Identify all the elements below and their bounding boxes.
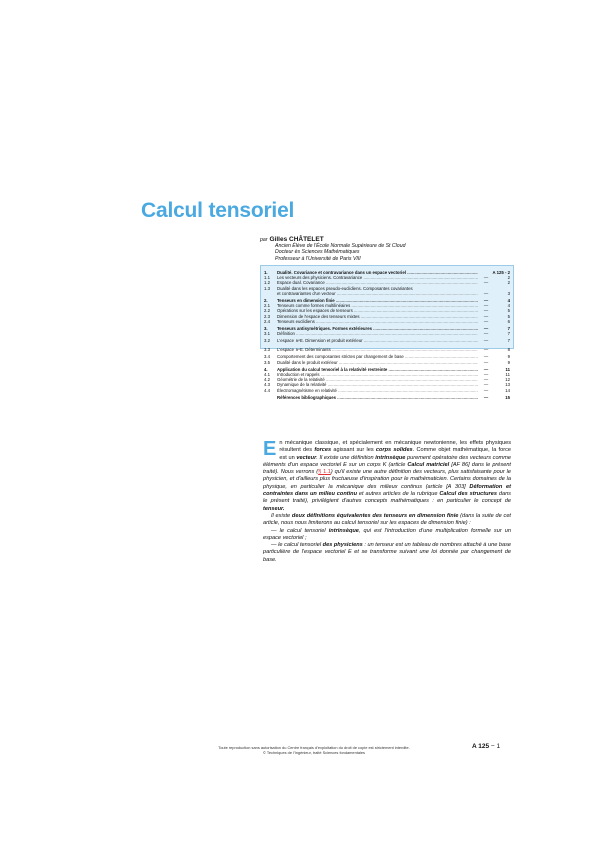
toc-entry[interactable] [264, 291, 510, 296]
toc-number: 1.3 [264, 285, 270, 291]
toc-label: Les vecteurs des physiciens. Contravariance ..... [277, 275, 478, 280]
toc-label: Tenseurs en dimension finie ..... [277, 298, 478, 303]
toc-page: 11 [505, 372, 510, 378]
table-of-contents [260, 265, 514, 400]
toc-page: 7 [507, 331, 510, 337]
toc-dash: — [483, 338, 489, 344]
toc-dash: — [483, 303, 489, 309]
toc-dash: — [483, 290, 489, 296]
toc-number: 2.2 [264, 308, 270, 314]
toc-label: Géométrie de la relativité ..... [277, 377, 478, 382]
drop-cap: E [263, 438, 277, 460]
toc-page: 5 [507, 313, 510, 319]
toc-page: 13 [505, 382, 510, 388]
toc-dash: — [483, 359, 489, 365]
toc-page: 7 [507, 338, 510, 344]
body-text: En mécanique classique, et spécialement en mécanique newtonienne, les effets physiques résultent des forces agissant sur les corps solides. Comme objet mathématique, la force est un vecteur. Il existe une définition intrinsèque purement opératoire des vecteurs comme éléments d'un espace vectoriel E sur un corps K (article Calcul matriciel [AF 86] dans le présent traité). Nous verrons (§ 1.1) qu'il existe une autre définition des vecteurs, plus satisfaisante pour le physicien, et d'ailleurs plus fructueuse d'inspiration pour le mathématicien. Certains domaines de la physique, en particulier la mécanique des milieux continus (article [A 303] Déformation et contraintes dans un milieu continu et autres articles de la rubrique Calcul des structures dans le présent traité), privilégient d'autres concepts mathématiques : en particulier le concept de tenseur. Il existe deux définitions équivalentes des tenseurs en dimension finie (dans la suite de cet article, nous nous limiterons au calcul tensoriel sur les espaces de dimension finie) : — le calcul tensoriel intrinsèque, qui est l'introduction d'une multiplication formelle sur un espace vectoriel ; — le calcul tensoriel des physiciens : un tenseur est un tableau de nombres attaché à une base particulière de l'espace vectoriel E et se transforme suivant une loi donnée par changement de base. [263, 438, 512, 563]
toc-number: 3. [264, 326, 268, 332]
toc-label: Espace dual. Covariance ..... [277, 280, 478, 285]
toc-label: Définition ..... [277, 331, 478, 336]
toc-label: Comportement des composantes strictes par changement de base ..... [277, 354, 478, 359]
toc-page: 12 [505, 377, 510, 383]
toc-dash: — [483, 366, 489, 372]
toc-label: Tenseurs comme formes multilinéaires ..... [277, 303, 478, 308]
toc-dash: — [483, 387, 489, 393]
toc-label: Dualité. Covariance et contravariance dans un espace vectoriel ..... [277, 270, 478, 275]
toc-number: 4.2 [264, 377, 270, 383]
toc-label: Application du calcul tensoriel à la relativité restreinte ..... [277, 367, 478, 372]
toc-dash: — [483, 372, 489, 378]
article-title: Calcul tensoriel [141, 199, 295, 222]
toc-dash: — [483, 275, 489, 281]
toc-number: 3.4 [264, 354, 270, 360]
author-block [260, 237, 405, 262]
toc-page: 15 [505, 394, 510, 400]
toc-label: Électromagnétisme en relativité ..... [277, 388, 478, 393]
toc-dash: — [483, 308, 489, 314]
author-affiliation: Docteur ès Sciences Mathématiques [275, 249, 360, 256]
toc-dash: — [483, 347, 489, 353]
author-name: Gilles CHÂTELET [269, 236, 324, 243]
toc-number: 2.4 [264, 318, 270, 324]
toc-label: et contravariantes d'un vecteur ..... [277, 291, 478, 296]
toc-page: 14 [505, 387, 510, 393]
toc-number: 3.2 [264, 338, 270, 344]
toc-dash: — [483, 382, 489, 388]
toc-dash: — [483, 377, 489, 383]
toc-label: Dynamique de la relativité ..... [277, 382, 478, 387]
toc-page: A 125 - 2 [492, 270, 510, 275]
toc-page: 2 [507, 275, 510, 281]
toc-number: 4.4 [264, 387, 270, 393]
toc-entry[interactable] [264, 395, 510, 400]
toc-label: L'espace ∧ⁿE. Déterminants ..... [277, 345, 478, 354]
toc-number: 4. [264, 366, 268, 372]
toc-number: 1.1 [264, 275, 270, 281]
toc-page: 11 [505, 366, 510, 372]
toc-page: 6 [507, 318, 510, 324]
toc-number: 1.2 [264, 280, 270, 286]
toc-page: 3 [507, 290, 510, 296]
toc-number: 2.1 [264, 303, 270, 309]
toc-dash: — [483, 331, 489, 337]
toc-dash: — [483, 298, 489, 304]
toc-entry[interactable] [264, 345, 510, 354]
toc-entry[interactable] [264, 388, 510, 393]
toc-page: 8 [507, 347, 510, 353]
author-par: par [260, 237, 268, 243]
toc-number: 4.1 [264, 372, 270, 378]
copyright-line: Toute reproduction sans autorisation du Centre français d'exploitation du droit de copie est strictement interdite. [218, 745, 410, 750]
page-reference: A 125 − 1 [472, 743, 501, 750]
toc-dash: — [483, 280, 489, 286]
toc-page: 4 [507, 303, 510, 309]
toc-number: 3.3 [264, 347, 270, 353]
toc-page: 2 [507, 280, 510, 286]
toc-number: 3.1 [264, 331, 270, 337]
toc-dash: — [483, 318, 489, 324]
toc-label: Références bibliographiques ..... [277, 395, 478, 400]
toc-label: L'espace ∧ᵖE. Dimension et produit extérieur ..... [277, 336, 478, 345]
toc-page: 9 [507, 354, 510, 360]
toc-label: Dimension de l'espace des tenseurs mixtes ..... [277, 314, 478, 319]
section-link[interactable]: § 1.1 [318, 469, 331, 476]
toc-page: 9 [507, 359, 510, 365]
toc-label: Introduction et rappels ..... [277, 372, 478, 377]
toc-number: 1. [264, 270, 268, 275]
toc-page: 5 [507, 308, 510, 314]
toc-number: 4.3 [264, 382, 270, 388]
toc-number: 2. [264, 298, 268, 304]
toc-entry[interactable] [264, 336, 510, 345]
author-affiliation: Professeur à l'Université de Paris VIII [275, 255, 361, 262]
copyright-footer [170, 745, 458, 755]
toc-label: Dualité dans les espaces pseudo-euclidiens. Composantes covariantes [277, 285, 413, 291]
toc-page: 7 [507, 326, 510, 332]
toc-entry[interactable] [264, 360, 510, 365]
toc-dash: — [483, 394, 489, 400]
toc-dash: — [483, 354, 489, 360]
toc-label: Tenseurs euclidiens ..... [277, 319, 478, 324]
toc-page: 4 [507, 298, 510, 304]
toc-label: Tenseurs antisymétriques. Formes extérieures ..... [277, 326, 478, 331]
author-affiliation: Ancien Élève de l'École Normale Supérieure de St Cloud [275, 243, 406, 250]
toc-label: Dualité dans le produit extérieur ..... [277, 360, 478, 365]
copyright-line: © Techniques de l'Ingénieur, traité Sciences fondamentales [263, 750, 365, 755]
toc-dash: — [483, 313, 489, 319]
toc-number: 2.3 [264, 313, 270, 319]
toc-entry[interactable] [264, 319, 510, 324]
toc-number: 3.5 [264, 359, 270, 365]
toc-dash: — [483, 326, 489, 332]
toc-label: Opérations sur les espaces de tenseurs ..... [277, 308, 478, 313]
